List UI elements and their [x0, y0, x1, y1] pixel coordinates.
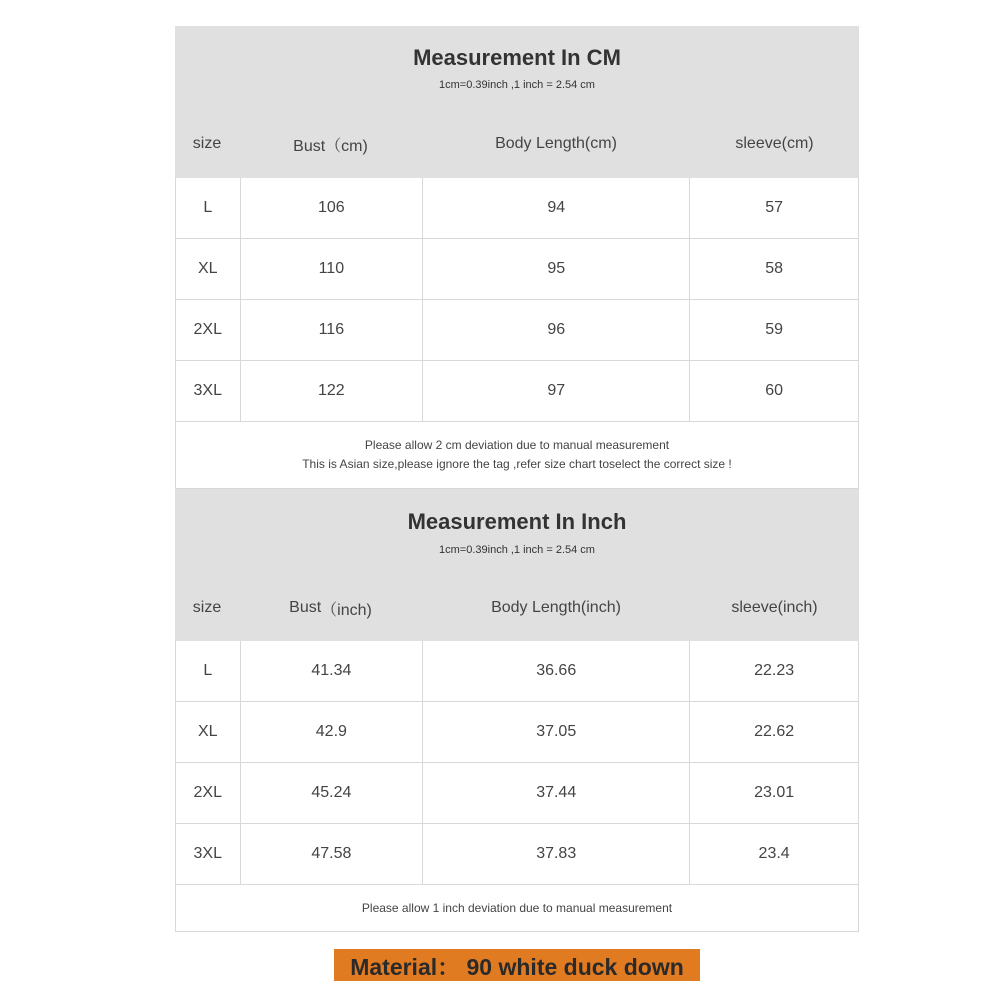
cell-body-length: 37.83 — [423, 824, 690, 884]
cm-table-title: Measurement In CM — [413, 45, 621, 70]
inch-column-headers — [175, 590, 859, 626]
inch-table-note — [175, 885, 859, 932]
cell-bust: 42.9 — [241, 702, 424, 762]
table-row — [176, 763, 858, 824]
cm-table-subtitle: 1cm=0.39inch ,1 inch = 2.54 cm — [439, 79, 595, 91]
inch-table-subtitle: 1cm=0.39inch ,1 inch = 2.54 cm — [439, 544, 595, 556]
cell-bust: 106 — [241, 178, 424, 238]
cell-bust: 122 — [241, 361, 424, 421]
col-bust — [239, 590, 422, 626]
inch-table-header — [175, 489, 859, 641]
cell-sleeve: 22.62 — [754, 723, 795, 740]
cm-table-body — [175, 178, 859, 422]
cm-table-note — [175, 422, 859, 489]
col-bust: Bust（cm) — [293, 137, 368, 155]
cell-size: 2XL — [176, 300, 241, 360]
table-row — [176, 239, 858, 300]
cm-column-headers — [175, 126, 859, 162]
cell-sleeve: 59 — [765, 321, 784, 338]
table-row — [176, 641, 858, 702]
table-row — [176, 361, 858, 422]
cm-table-header — [175, 26, 859, 178]
cell-bust: 45.24 — [241, 763, 424, 823]
cell-sleeve: 60 — [765, 382, 784, 399]
cell-body-length: 96 — [423, 300, 690, 360]
cell-size: XL — [176, 702, 241, 762]
col-body-length — [422, 590, 690, 626]
col-sleeve-unit: (inch) — [777, 599, 818, 616]
cell-size: 3XL — [176, 361, 241, 421]
col-sleeve-label: sleeve — [731, 599, 778, 616]
cell-bust: 41.34 — [241, 641, 424, 701]
cell-bust: 116 — [241, 300, 424, 360]
deviation-note: Please allow 2 cm deviation due to manual measurement — [364, 438, 670, 452]
col-size: size — [192, 135, 222, 152]
cell-sleeve: 23.01 — [754, 784, 795, 801]
cell-body-length: 36.66 — [423, 641, 690, 701]
cell-size: 3XL — [176, 824, 241, 884]
cm-size-table — [175, 26, 859, 489]
inch-size-table — [175, 489, 859, 932]
col-sleeve: sleeve(cm) — [735, 135, 814, 152]
cell-size: 2XL — [176, 763, 241, 823]
table-row — [176, 702, 858, 763]
col-bust-unit: （inch) — [321, 601, 372, 619]
table-row — [176, 300, 858, 361]
table-row — [176, 824, 858, 885]
cell-size: XL — [176, 239, 241, 299]
cell-sleeve: 22.23 — [754, 662, 795, 679]
col-size — [175, 590, 239, 626]
cell-body-length: 95 — [423, 239, 690, 299]
cell-sleeve: 23.4 — [758, 845, 790, 862]
inch-table-title: Measurement In Inch — [407, 509, 627, 534]
col-body-length-unit: (inch) — [580, 599, 621, 616]
inch-table-body — [175, 641, 859, 885]
cell-sleeve: 57 — [765, 199, 784, 216]
cell-body-length: 37.05 — [423, 702, 690, 762]
cell-size: L — [176, 178, 241, 238]
col-body-length-label: Body Length — [491, 599, 581, 616]
col-sleeve — [690, 590, 859, 626]
col-bust-label: Bust — [289, 599, 322, 616]
material-banner: Material： 90 white duck down — [334, 949, 700, 981]
cell-body-length: 94 — [423, 178, 690, 238]
col-size-label: size — [192, 599, 222, 616]
cell-body-length: 37.44 — [423, 763, 690, 823]
deviation-note: Please allow 1 inch deviation due to manual measurement — [361, 900, 673, 915]
table-row — [176, 178, 858, 239]
asian-size-note: This is Asian size,please ignore the tag ,refer size chart toselect the correct size ! — [302, 457, 732, 471]
cell-sleeve: 58 — [765, 260, 784, 277]
cell-size: L — [176, 641, 241, 701]
cell-bust: 110 — [241, 239, 424, 299]
cell-bust: 47.58 — [241, 824, 424, 884]
cell-body-length: 97 — [423, 361, 690, 421]
col-body-length: Body Length(cm) — [495, 135, 617, 152]
